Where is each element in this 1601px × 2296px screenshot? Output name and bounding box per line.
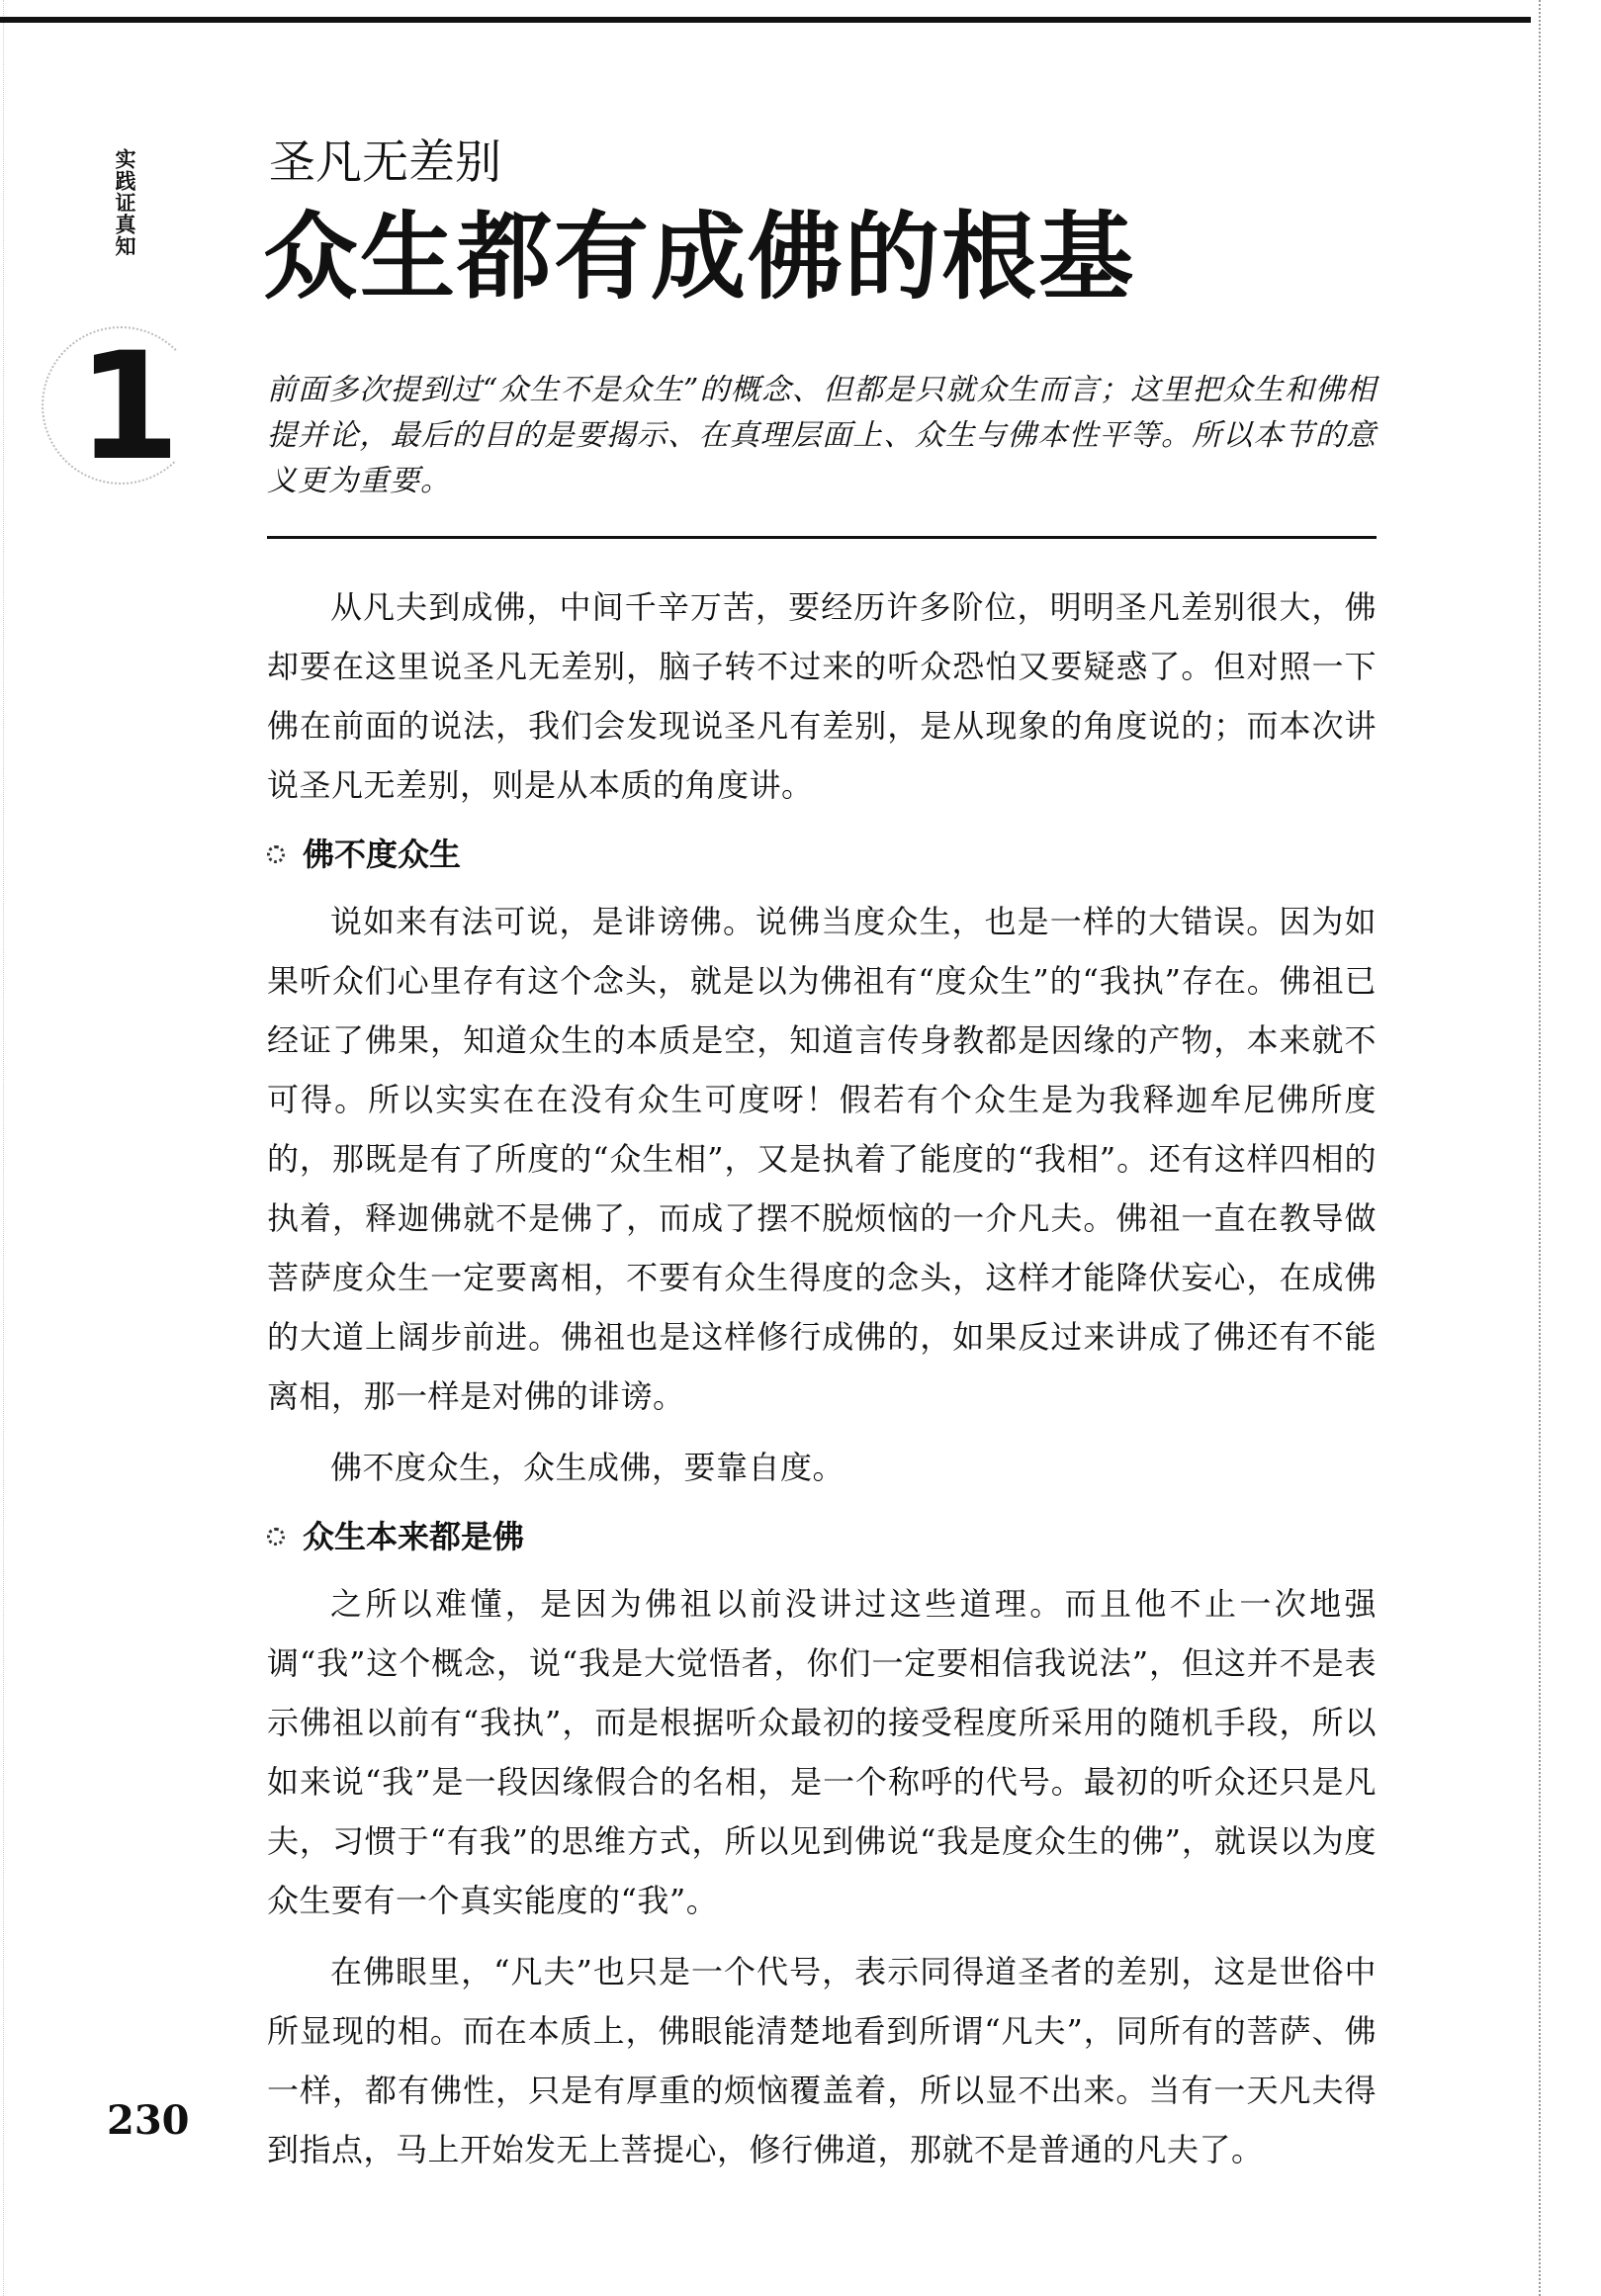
opening-paragraph: 从凡夫到成佛，中间千辛万苦，要经历许多阶位，明明圣凡差别很大，佛却要在这里说圣凡无差别，脑子转不过来的听众恐怕又要疑惑了。但对照一下佛在前面的说法，我们会发现说圣凡有差别，是从现象的角度说的；而本次讲说圣凡无差别，则是从本质的角度讲。 (267, 588, 1377, 804)
intro-divider (267, 536, 1377, 539)
page-right-edge (1539, 0, 1543, 2296)
page-left-edge (3, 0, 5, 2296)
section-bullet-icon (267, 845, 285, 863)
side-label: 实践证真知 (113, 148, 136, 257)
article-body (267, 577, 1377, 2191)
page-title: 众生都有成佛的根基 (263, 202, 1135, 312)
section-bullet-icon (267, 1528, 285, 1545)
section-2-paragraph-1: 之所以难懂，是因为佛祖以前没讲过这些道理。而且他不止一次地强调“我”这个概念，说“我是大觉悟者，你们一定要相信我说法”，但这并不是表示佛祖以前有“我执”，而是根据听众最初的接受程度所采用的随机手段，所以如来说“我”是一段因缘假合的名相，是一个称呼的代号。最初的听众还只是凡夫，习惯于“有我”的思维方式，所以见到佛说“我是度众生的佛”，就误以为度众生要有一个真实能度的“我”。 (267, 1585, 1377, 1919)
section-1-paragraph-2: 佛不度众生，众生成佛，要靠自度。 (330, 1449, 845, 1486)
intro-text: 前面多次提到过“众生不是众生”的概念、但都是只就众生而言；这里把众生和佛相提并论，最后的目的是要揭示、在真理层面上、众生与佛本性平等。所以本节的意义更为重要。 (267, 373, 1377, 498)
section-2-paragraph-2: 在佛眼里，“凡夫”也只是一个代号，表示同得道圣者的差别，这是世俗中所显现的相。而在本质上，佛眼能清楚地看到所谓“凡夫”，同所有的菩萨、佛一样，都有佛性，只是有厚重的烦恼覆盖着，所以显不出来。当有一天凡夫得到指点，马上开始发无上菩提心，修行佛道，那就不是普通的凡夫了。 (267, 1953, 1377, 2168)
chapter-number: 1 (77, 321, 181, 493)
section-heading-2 (267, 1509, 1377, 1564)
section-1-paragraph-1: 说如来有法可说，是诽谤佛。说佛当度众生，也是一样的大错误。因为如果听众们心里存有这个念头，就是以为佛祖有“度众生”的“我执”存在。佛祖已经证了佛果，知道众生的本质是空，知道言传身教都是因缘的产物，本来就不可得。所以实实在在没有众生可度呀！假若有个众生是为我释迦牟尼佛所度的，那既是有了所度的“众生相”，又是执着了能度的“我相”。还有这样四相的执着，释迦佛就不是佛了，而成了摆不脱烦恼的一介凡夫。佛祖一直在教导做菩萨度众生一定要离相，不要有众生得度的念头，这样才能降伏妄心，在成佛的大道上阔步前进。佛祖也是这样修行成佛的，如果反过来讲成了佛还有不能离相，那一样是对佛的诽谤。 (267, 903, 1377, 1415)
section-heading-1 (267, 827, 1377, 882)
section-heading-text: 佛不度众生 (303, 836, 462, 873)
page-number: 230 (107, 2097, 190, 2144)
subtitle: 圣凡无差别 (269, 135, 501, 190)
section-heading-text: 众生本来都是佛 (303, 1518, 525, 1555)
top-rule (0, 17, 1531, 23)
